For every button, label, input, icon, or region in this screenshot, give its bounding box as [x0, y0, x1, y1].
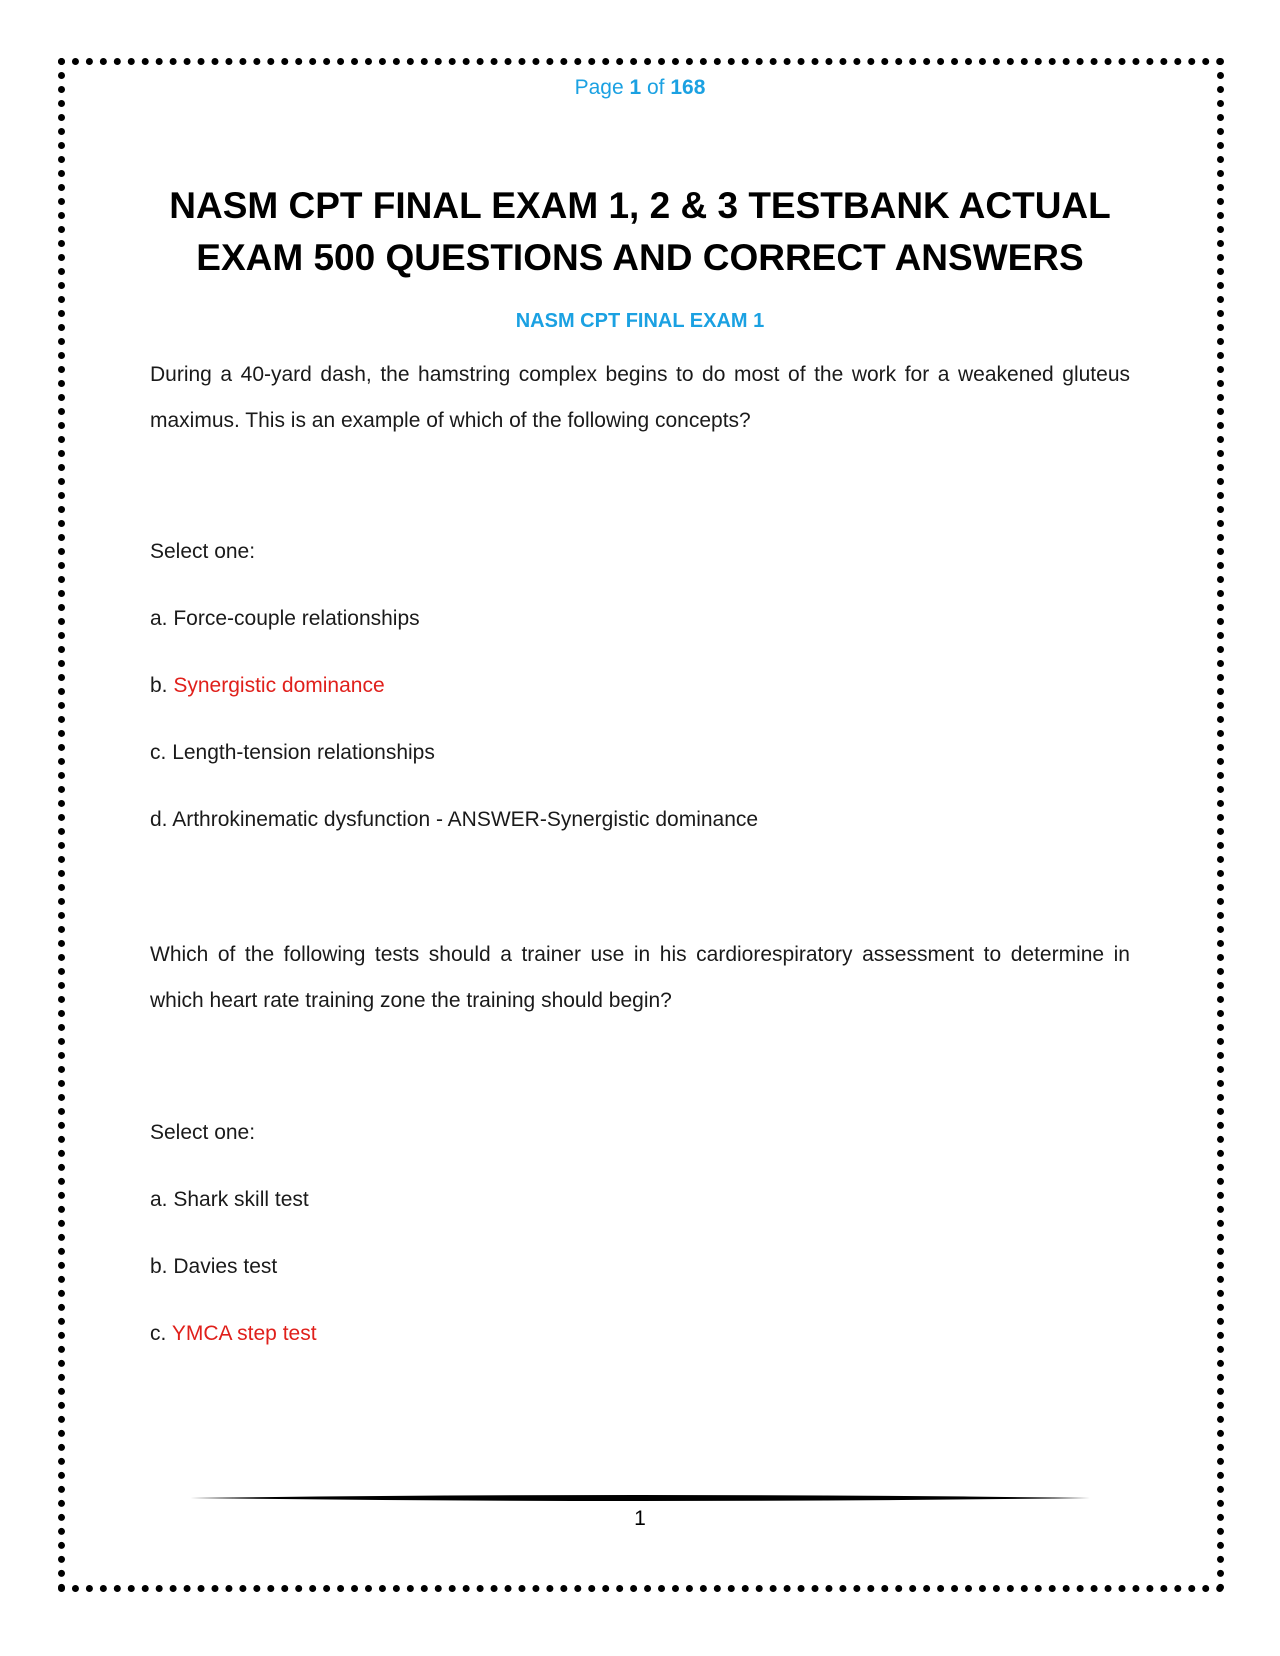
option-text: Shark skill test: [173, 1188, 309, 1211]
of-label: of: [647, 76, 665, 99]
question-1-option-b: [150, 663, 1130, 709]
option-letter: b.: [150, 674, 168, 697]
option-letter: d.: [150, 808, 168, 831]
question-2-select-label: Select one:: [150, 1121, 256, 1144]
question-1-option-c: [150, 730, 1130, 776]
current-page: 1: [629, 76, 642, 99]
total-pages: 168: [670, 76, 706, 99]
question-1-select-label: Select one:: [150, 540, 256, 563]
option-text: Arthrokinematic dysfunction - ANSWER-Synergistic dominance: [172, 808, 759, 831]
option-letter: a.: [150, 607, 168, 630]
page-header: [0, 76, 1280, 100]
question-2-option-b: [150, 1244, 1130, 1290]
option-text: Force-couple relationships: [173, 607, 420, 630]
correct-answer-text: Synergistic dominance: [173, 674, 385, 697]
title-line-1: NASM CPT FINAL EXAM 1, 2 & 3 TESTBANK ACTUAL: [169, 185, 1111, 226]
question-1-prompt: During a 40-yard dash, the hamstring complex begins to do most of the work for a weakened gluteus maximus. This is an example of which of the following concepts?: [150, 363, 1130, 432]
option-text: Davies test: [173, 1255, 278, 1278]
question-2-option-a: [150, 1177, 1130, 1223]
title-line-2: EXAM 500 QUESTIONS AND CORRECT ANSWERS: [196, 237, 1084, 278]
question-2-option-c: [150, 1311, 1130, 1357]
correct-answer-text: YMCA step test: [171, 1322, 317, 1345]
option-text: Length-tension relationships: [172, 741, 435, 764]
footer-divider: [190, 1493, 1090, 1503]
question-1-option-d: [150, 797, 1130, 843]
document-title: [140, 180, 1140, 284]
option-letter: c.: [150, 741, 167, 764]
section-title: NASM CPT FINAL EXAM 1: [515, 310, 765, 332]
question-1-option-a: [150, 596, 1130, 642]
page-prefix: Page: [574, 76, 624, 99]
question-2-prompt: Which of the following tests should a trainer use in his cardiorespiratory assessment to determine in which heart rate training zone the training should begin?: [150, 943, 1130, 1012]
page-number: 1: [634, 1507, 646, 1530]
option-letter: a.: [150, 1188, 168, 1211]
option-letter: c.: [150, 1322, 167, 1345]
option-letter: b.: [150, 1255, 168, 1278]
